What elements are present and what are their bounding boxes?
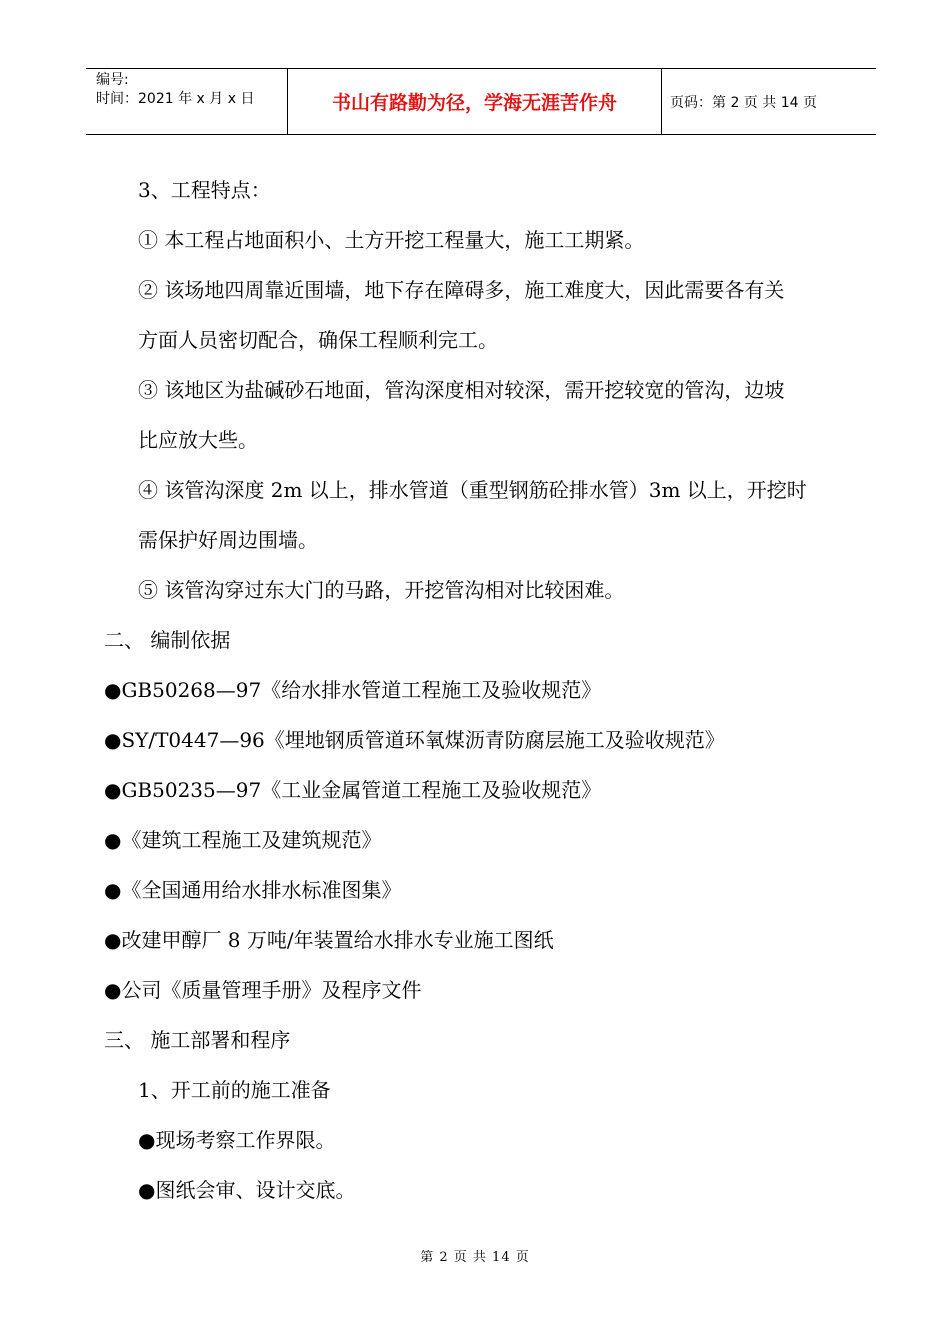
reference-item: ●GB50235—97《工业金属管道工程施工及验收规范》 (104, 778, 602, 802)
document-body (104, 165, 874, 1215)
header-meta (86, 69, 288, 134)
paragraph-line: 比应放大些。 (138, 428, 258, 452)
reference-item: ●《建筑工程施工及建筑规范》 (104, 828, 382, 852)
reference-item: ●SY/T0447—96《埋地钢质管道环氧煤沥青防腐层施工及验收规范》 (104, 728, 725, 752)
page-footer: 第 2 页 共 14 页 (420, 1250, 530, 1265)
page-header (86, 68, 876, 135)
paragraph-line: 3、工程特点： (138, 178, 271, 202)
header-motto: 书山有路勤为径，学海无涯苦作舟 (288, 69, 662, 134)
reference-item: ●改建甲醇厂 8 万吨/年装置给水排水专业施工图纸 (104, 928, 554, 952)
reference-item: ●GB50268—97《给水排水管道工程施工及验收规范》 (104, 678, 602, 702)
section-heading: 三、 施工部署和程序 (104, 1028, 291, 1052)
document-time-label: 时间：2021 年 x 月 x 日 (96, 91, 255, 107)
reference-item: ●《全国通用给水排水标准图集》 (104, 878, 402, 902)
paragraph-line: 方面人员密切配合，确保工程顺利完工。 (138, 328, 498, 352)
subsection-heading: 1、开工前的施工准备 (138, 1078, 331, 1102)
header-page-info: 页码：第 2 页 共 14 页 (670, 94, 817, 111)
paragraph-line: ⑤ 该管沟穿过东大门的马路，开挖管沟相对比较困难。 (138, 578, 625, 602)
paragraph-line: 需保护好周边围墙。 (138, 528, 318, 552)
document-number-label: 编号: (96, 72, 129, 88)
section-heading: 二、 编制依据 (104, 628, 231, 652)
list-item: ●图纸会审、设计交底。 (138, 1178, 356, 1202)
paragraph-line: ② 该场地四周靠近围墙，地下存在障碍多，施工难度大，因此需要各有关 (138, 278, 785, 302)
paragraph-line: ① 本工程占地面积小、土方开挖工程量大，施工工期紧。 (138, 228, 645, 252)
list-item: ●现场考察工作界限。 (138, 1128, 336, 1152)
paragraph-line: ④ 该管沟深度 2m 以上，排水管道（重型钢筋砼排水管）3m 以上，开挖时 (138, 478, 807, 502)
paragraph-line: ③ 该地区为盐碱砂石地面，管沟深度相对较深，需开挖较宽的管沟，边坡 (138, 378, 785, 402)
reference-item: ●公司《质量管理手册》及程序文件 (104, 978, 422, 1002)
